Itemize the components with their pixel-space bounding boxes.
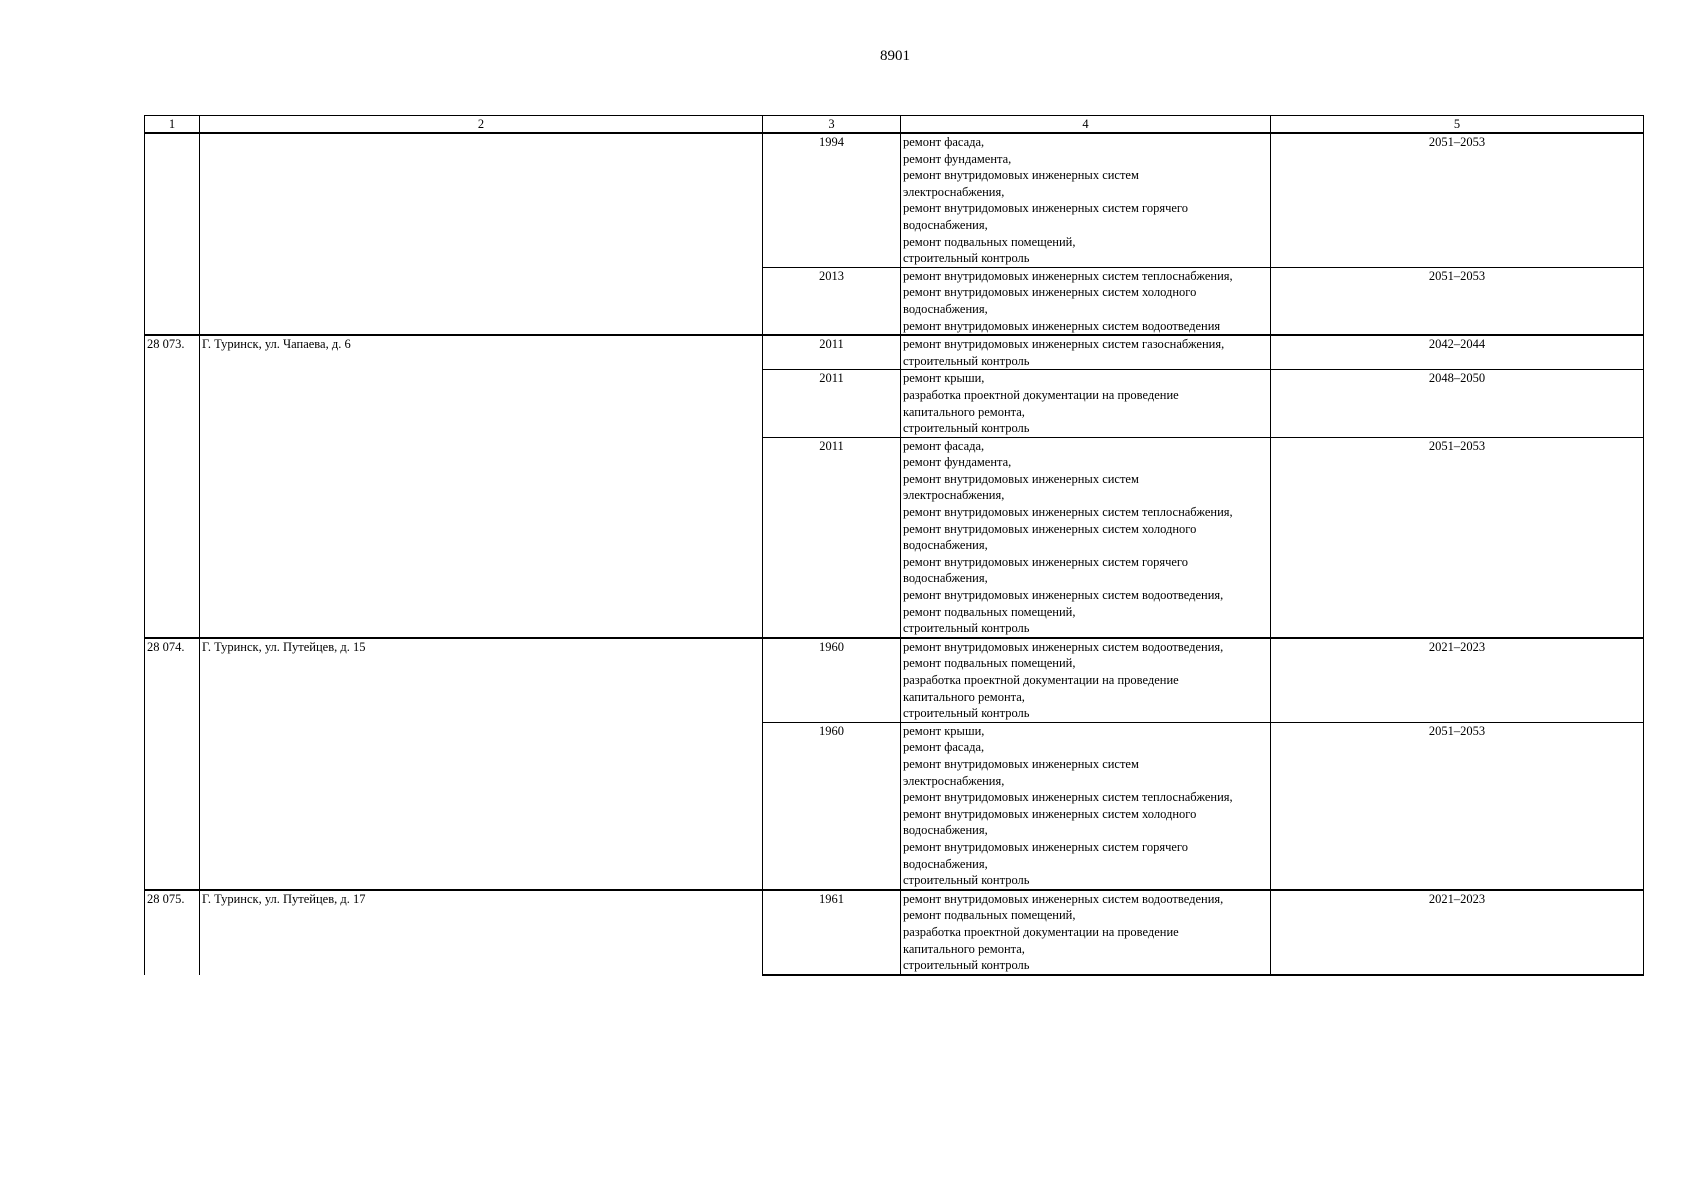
column-header: 5 — [1271, 116, 1644, 134]
work-item: ремонт внутридомовых инженерных систем теплоснабжения, — [903, 790, 1233, 805]
work-item: ремонт подвальных помещений, — [903, 656, 1076, 671]
year-cell: 1960 — [763, 638, 901, 722]
work-item: ремонт внутридомовых инженерных систем холодного — [903, 521, 1197, 536]
work-item: строительный контроль — [903, 353, 1030, 368]
page-number: 8901 — [880, 48, 910, 64]
work-item: ремонт внутридомовых инженерных систем горячего — [903, 201, 1188, 216]
work-item: капитального ремонта, — [903, 941, 1025, 956]
work-item: разработка проектной документации на проведение — [903, 673, 1179, 687]
work-item: капитального ремонта, — [903, 689, 1025, 704]
address-cell — [200, 133, 763, 335]
works-cell — [901, 437, 1271, 638]
work-item: строительный контроль — [903, 958, 1030, 973]
works-cell — [901, 722, 1271, 889]
period-cell: 2042–2044 — [1271, 335, 1644, 370]
year-cell: 1994 — [763, 133, 901, 267]
work-item: ремонт внутридомовых инженерных систем холодного — [903, 285, 1197, 300]
works-cell — [901, 133, 1271, 267]
work-item: ремонт внутридомовых инженерных систем водоотведения — [903, 318, 1221, 333]
table-body — [145, 133, 1644, 975]
works-cell — [901, 370, 1271, 437]
column-number-row — [145, 116, 1644, 134]
works-cell — [901, 335, 1271, 370]
work-item: строительный контроль — [903, 251, 1030, 266]
work-item: водоснабжения, — [903, 856, 988, 871]
work-item: ремонт внутридомовых инженерных систем водоотведения, — [903, 891, 1224, 906]
work-item: ремонт внутридомовых инженерных систем — [903, 168, 1139, 183]
work-item: ремонт фасада, — [903, 135, 985, 149]
work-item: водоснабжения, — [903, 538, 988, 553]
year-cell: 2011 — [763, 437, 901, 638]
work-item: ремонт крыши, — [903, 723, 985, 738]
work-item: водоснабжения, — [903, 217, 988, 232]
period-cell: 2051–2053 — [1271, 267, 1644, 335]
table-row — [145, 335, 1644, 370]
year-cell: 2013 — [763, 267, 901, 335]
work-item: ремонт подвальных помещений, — [903, 604, 1076, 619]
work-item: ремонт внутридомовых инженерных систем теплоснабжения, — [903, 268, 1233, 283]
work-item: ремонт внутридомовых инженерных систем горячего — [903, 839, 1188, 854]
works-cell — [901, 638, 1271, 722]
period-cell: 2021–2023 — [1271, 638, 1644, 722]
year-cell: 1961 — [763, 890, 901, 975]
work-item: ремонт фундамента, — [903, 455, 1012, 470]
work-item: ремонт подвальных помещений, — [903, 234, 1076, 249]
work-item: ремонт внутридомовых инженерных систем — [903, 471, 1139, 486]
column-header: 4 — [901, 116, 1271, 134]
address-cell: Г. Туринск, ул. Путейцев, д. 17 — [200, 890, 763, 975]
year-cell: 2011 — [763, 370, 901, 437]
repair-schedule-table — [144, 115, 1644, 976]
work-item: ремонт внутридомовых инженерных систем — [903, 756, 1139, 771]
period-cell: 2051–2053 — [1271, 437, 1644, 638]
year-cell: 1960 — [763, 722, 901, 889]
work-item: электроснабжения, — [903, 184, 1005, 199]
row-number-cell: 28 073. — [145, 335, 200, 638]
work-item: строительный контроль — [903, 706, 1030, 721]
work-item: ремонт подвальных помещений, — [903, 908, 1076, 923]
work-item: водоснабжения, — [903, 301, 988, 316]
row-number-cell: 28 075. — [145, 890, 200, 975]
column-header: 1 — [145, 116, 200, 134]
work-item: ремонт крыши, — [903, 371, 985, 386]
work-item: водоснабжения, — [903, 823, 988, 838]
work-item: разработка проектной документации на проведение — [903, 387, 1179, 402]
table-row — [145, 638, 1644, 722]
work-item: ремонт внутридомовых инженерных систем водоотведения, — [903, 588, 1224, 603]
period-cell: 2051–2053 — [1271, 722, 1644, 889]
works-cell — [901, 267, 1271, 335]
period-cell: 2048–2050 — [1271, 370, 1644, 437]
work-item: ремонт фасада, — [903, 438, 985, 453]
work-item: ремонт фасада, — [903, 740, 985, 755]
work-item: ремонт внутридомовых инженерных систем водоотведения, — [903, 639, 1224, 654]
work-item: ремонт фундамента, — [903, 151, 1012, 166]
works-cell — [901, 890, 1271, 975]
row-number-cell: 28 074. — [145, 638, 200, 890]
work-item: ремонт внутридомовых инженерных систем газоснабжения, — [903, 337, 1225, 352]
work-item: ремонт внутридомовых инженерных систем теплоснабжения, — [903, 505, 1233, 520]
work-item: строительный контроль — [903, 421, 1030, 436]
work-item: разработка проектной документации на проведение — [903, 924, 1179, 939]
table-row — [145, 133, 1644, 267]
work-item: строительный контроль — [903, 873, 1030, 888]
work-item: капитального ремонта, — [903, 404, 1025, 419]
column-header: 2 — [200, 116, 763, 134]
period-cell: 2021–2023 — [1271, 890, 1644, 975]
column-header: 3 — [763, 116, 901, 134]
work-item: электроснабжения, — [903, 488, 1005, 503]
address-cell: Г. Туринск, ул. Чапаева, д. 6 — [200, 335, 763, 638]
period-cell: 2051–2053 — [1271, 133, 1644, 267]
address-cell: Г. Туринск, ул. Путейцев, д. 15 — [200, 638, 763, 890]
work-item: водоснабжения, — [903, 571, 988, 586]
work-item: ремонт внутридомовых инженерных систем холодного — [903, 806, 1197, 821]
table-row — [145, 890, 1644, 975]
work-item: строительный контроль — [903, 621, 1030, 636]
year-cell: 2011 — [763, 335, 901, 370]
work-item: электроснабжения, — [903, 773, 1005, 788]
work-item: ремонт внутридомовых инженерных систем горячего — [903, 554, 1188, 569]
row-number-cell — [145, 133, 200, 335]
